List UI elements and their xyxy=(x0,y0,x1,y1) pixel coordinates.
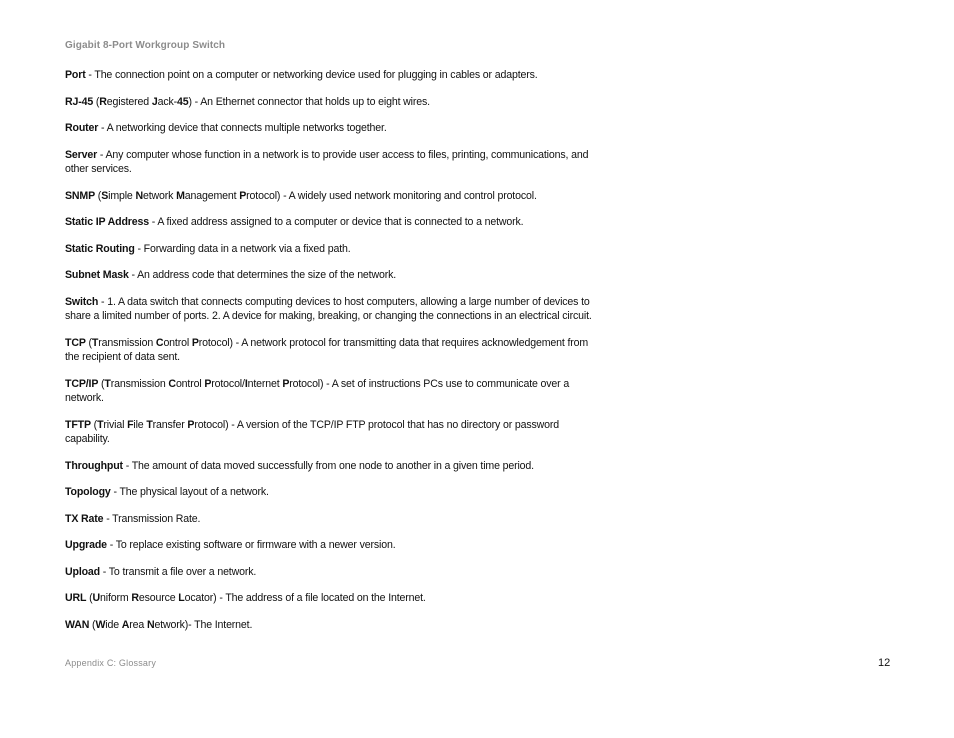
acronym-letter: R xyxy=(99,95,107,108)
glossary-term: TFTP xyxy=(65,418,91,431)
glossary-definition: - To transmit a file over a network. xyxy=(100,565,257,578)
glossary-entry xyxy=(65,336,605,365)
acronym-expansion-text: ransfer xyxy=(152,418,188,431)
glossary-term: Switch xyxy=(65,295,99,308)
acronym-letter: P xyxy=(282,377,290,390)
acronym-expansion-text: ile xyxy=(133,418,147,431)
acronym-expansion-text: anagement xyxy=(184,189,240,202)
glossary-entry xyxy=(65,148,605,177)
page-number: 12 xyxy=(878,657,891,669)
glossary-entry xyxy=(65,295,605,324)
acronym-expansion-text: rotocol xyxy=(289,377,321,390)
glossary-term: Upgrade xyxy=(65,539,107,551)
term-paren-open: ( xyxy=(85,336,92,349)
term-paren-open: ( xyxy=(93,95,100,108)
glossary-list xyxy=(65,68,605,644)
acronym-letter: C xyxy=(168,377,176,390)
acronym-expansion-text: ontrol xyxy=(163,336,192,349)
term-paren-open: ( xyxy=(90,418,98,431)
acronym-expansion-text: egistered xyxy=(106,95,152,108)
glossary-definition: ) - A version of the TCP/IP FTP protocol that has no directory or password capability. xyxy=(65,418,560,445)
glossary-term: Server xyxy=(65,148,98,161)
acronym-expansion-text: ide xyxy=(105,618,122,631)
glossary-term: Static Routing xyxy=(65,242,135,255)
acronym-expansion-text: ontrol xyxy=(175,377,205,390)
acronym-expansion-text: rea xyxy=(129,618,147,631)
acronym-expansion-text: niform xyxy=(100,592,132,604)
glossary-term: RJ-45 xyxy=(65,95,94,108)
acronym-letter: N xyxy=(135,189,143,202)
glossary-entry xyxy=(65,485,605,500)
acronym-letter: T xyxy=(91,336,99,349)
glossary-definition: - 1. A data switch that connects computing devices to host computers, allowing a large number of devices to share a limited number of ports. 2. A device for making, breaking, or changing the connections in an electrical circuit. xyxy=(65,295,592,322)
glossary-term: Upload xyxy=(65,565,100,578)
glossary-definition: ) - A network protocol for transmitting data that requires acknowledgement from the recipient of data sent. xyxy=(65,336,589,363)
glossary-entry xyxy=(65,121,605,136)
glossary-entry xyxy=(65,242,605,257)
acronym-letter: C xyxy=(155,336,164,349)
acronym-letter: P xyxy=(191,336,199,349)
acronym-letter: P xyxy=(187,418,195,431)
term-paren-open: ( xyxy=(98,377,105,390)
acronym-expansion-text: ack- xyxy=(157,95,177,108)
glossary-definition: - An address code that determines the size of the network. xyxy=(128,269,397,281)
glossary-term: URL xyxy=(65,592,87,604)
acronym-expansion-text: etwork xyxy=(142,189,177,202)
glossary-definition: )- The Internet. xyxy=(184,618,253,631)
glossary-definition: - The amount of data moved successfully from one node to another in a given time period. xyxy=(122,459,534,472)
acronym-letter: P xyxy=(239,189,247,202)
glossary-definition: - The physical layout of a network. xyxy=(110,486,269,498)
acronym-expansion-text: rotocol/ xyxy=(211,377,245,390)
acronym-expansion-text: imple xyxy=(108,189,136,202)
glossary-definition: - Transmission Rate. xyxy=(103,512,201,525)
acronym-letter: W xyxy=(95,618,106,631)
glossary-entry xyxy=(65,68,605,83)
glossary-entry xyxy=(65,418,605,447)
glossary-entry xyxy=(65,95,605,110)
glossary-entry xyxy=(65,215,605,230)
acronym-expansion-text: rivial xyxy=(103,418,128,431)
acronym-letter: 45 xyxy=(177,95,189,108)
acronym-letter: S xyxy=(101,189,109,202)
glossary-definition: - The connection point on a computer or networking device used for plugging in cables or adapters. xyxy=(85,69,538,81)
acronym-expansion-text: nternet xyxy=(247,377,283,390)
glossary-entry xyxy=(65,565,605,580)
acronym-letter: J xyxy=(151,95,158,108)
footer-section-label: Appendix C: Glossary xyxy=(65,658,157,668)
glossary-term: Static IP Address xyxy=(65,216,149,228)
glossary-entry xyxy=(65,459,605,474)
glossary-term: Router xyxy=(65,122,99,134)
glossary-term: Port xyxy=(65,69,86,81)
glossary-entry xyxy=(65,512,605,527)
acronym-letter: P xyxy=(204,377,212,390)
acronym-letter: N xyxy=(146,618,155,631)
acronym-letter: R xyxy=(131,592,139,604)
glossary-definition: - To replace existing software or firmware with a newer version. xyxy=(106,539,396,551)
acronym-letter: T xyxy=(97,418,104,431)
glossary-definition: ) - A widely used network monitoring and control protocol. xyxy=(276,189,537,202)
glossary-term: Throughput xyxy=(65,459,123,472)
acronym-expansion-text: esource xyxy=(138,592,179,604)
acronym-letter: M xyxy=(176,189,185,202)
glossary-definition: - Forwarding data in a network via a fixed path. xyxy=(134,242,351,255)
acronym-expansion-text: rotocol xyxy=(198,336,230,349)
acronym-expansion-text: rotocol xyxy=(194,418,226,431)
glossary-entry xyxy=(65,591,605,606)
glossary-term: TCP xyxy=(65,336,86,349)
acronym-letter: I xyxy=(244,377,248,390)
glossary-definition: - Any computer whose function in a network is to provide user access to files, printing, communications, and other services. xyxy=(65,148,589,175)
term-paren-open: ( xyxy=(89,618,96,631)
glossary-entry xyxy=(65,377,605,406)
acronym-letter: T xyxy=(104,377,111,390)
glossary-definition: - A networking device that connects multiple networks together. xyxy=(98,122,387,134)
glossary-entry xyxy=(65,618,605,633)
acronym-expansion-text: ransmission xyxy=(110,377,169,390)
acronym-letter: F xyxy=(127,418,134,431)
glossary-entry xyxy=(65,189,605,204)
glossary-term: Subnet Mask xyxy=(65,269,129,281)
glossary-term: SNMP xyxy=(65,189,96,202)
acronym-expansion-text: etwork xyxy=(154,618,185,631)
glossary-term: Topology xyxy=(65,486,111,498)
acronym-expansion-text: rotocol xyxy=(246,189,277,202)
running-header: Gigabit 8-Port Workgroup Switch xyxy=(65,40,226,51)
glossary-term: TCP/IP xyxy=(65,377,99,390)
term-paren-open: ( xyxy=(95,189,102,202)
glossary-term: TX Rate xyxy=(65,512,104,525)
glossary-definition: - A fixed address assigned to a computer or device that is connected to a network. xyxy=(149,216,524,228)
acronym-expansion-text: ransmission xyxy=(98,336,156,349)
glossary-definition: ) - A set of instructions PCs use to communicate over a network. xyxy=(65,377,570,404)
glossary-term: WAN xyxy=(65,618,90,631)
glossary-definition: ) - The address of a file located on the Internet. xyxy=(213,592,426,604)
acronym-letter: T xyxy=(146,418,153,431)
glossary-definition: ) - An Ethernet connector that holds up to eight wires. xyxy=(188,95,430,108)
glossary-entry xyxy=(65,538,605,553)
acronym-expansion-text: ocator xyxy=(184,592,214,604)
glossary-entry xyxy=(65,268,605,283)
acronym-letter: A xyxy=(121,618,130,631)
term-paren-open: ( xyxy=(86,592,93,604)
acronym-letter: L xyxy=(178,592,185,604)
acronym-letter: U xyxy=(92,592,101,604)
